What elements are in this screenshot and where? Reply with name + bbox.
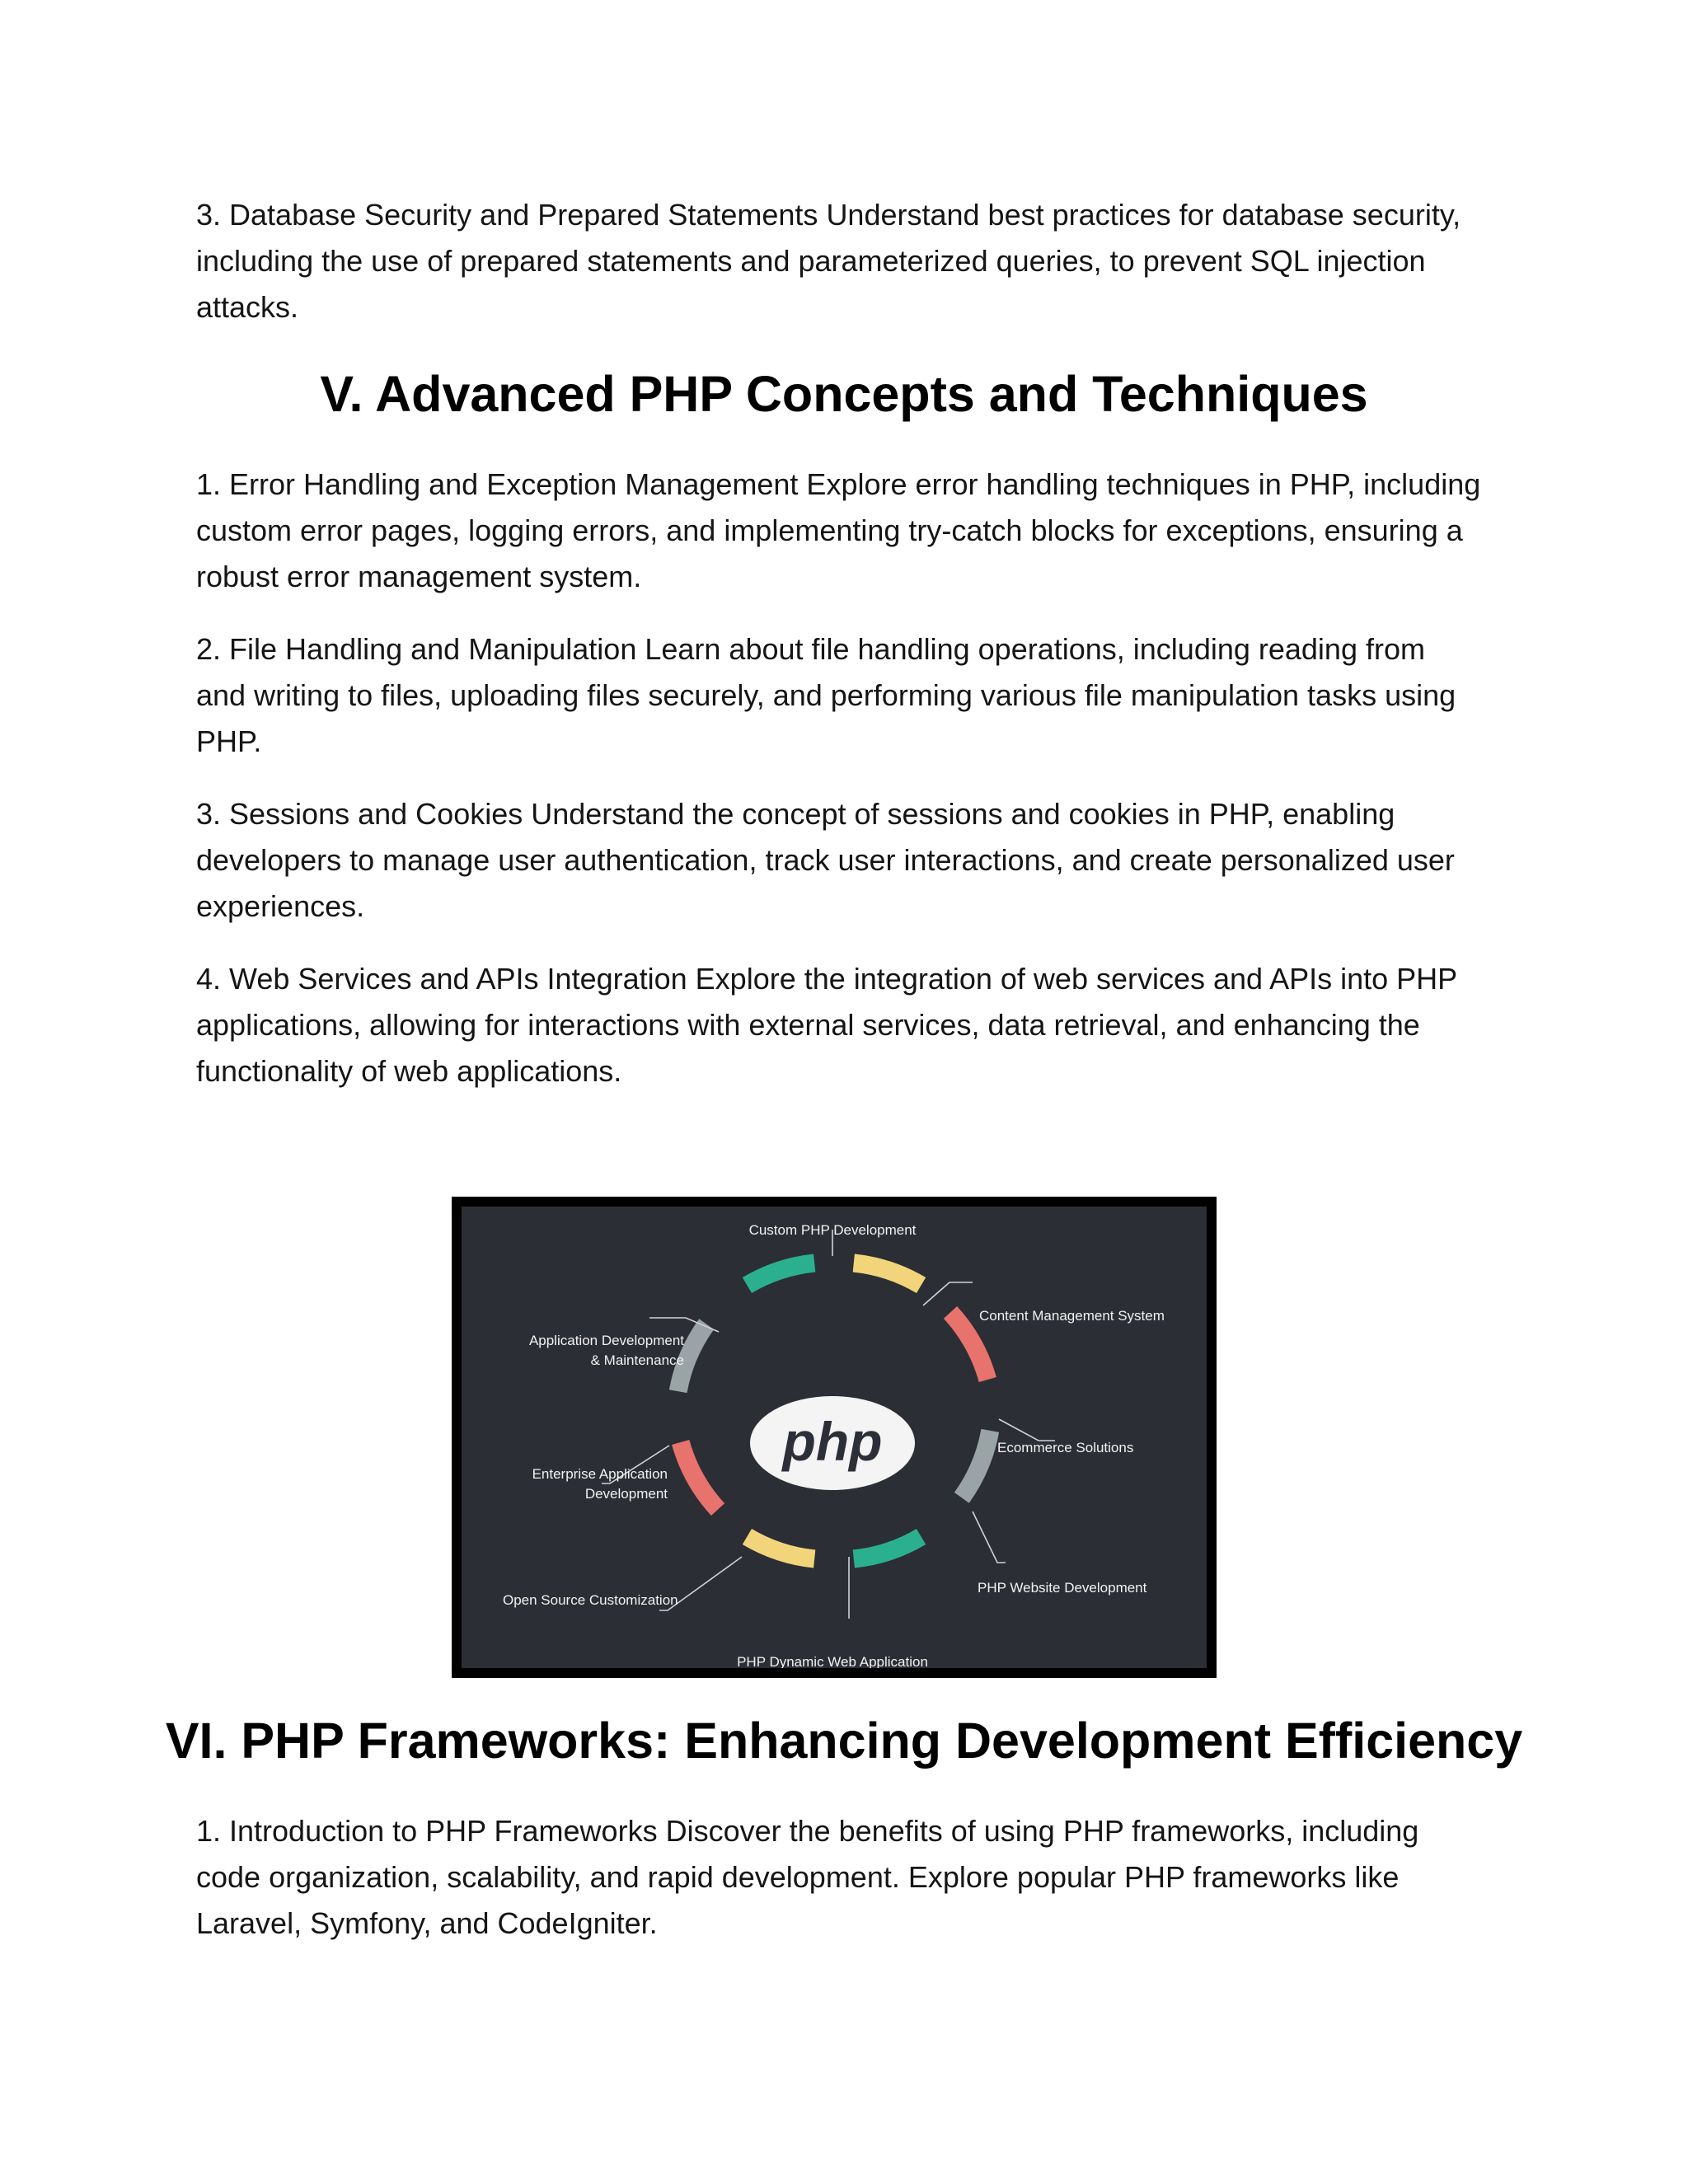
list-item-file-handling: 2. File Handling and Manipulation Learn about file handling operations, including reading from and writing to files, uploading files securely, and performing various file manipulation tasks using PHP. bbox=[196, 632, 1456, 758]
list-item-php-frameworks: 1. Introduction to PHP Frameworks Discover the benefits of using PHP frameworks, including code organization, scalability, and rapid development. Explore popular PHP frameworks like Laravel, Symfony, and CodeIgniter. bbox=[196, 1814, 1419, 1940]
php-services-diagram bbox=[462, 1207, 1207, 1668]
php-services-figure bbox=[452, 1197, 1217, 1678]
paragraph-database-security: 3. Database Security and Prepared Statements Understand best practices for database security, including the use of prepared statements and parameterized queries, to prevent SQL injection attacks. bbox=[196, 198, 1461, 324]
label-ecommerce-solutions: Ecommerce Solutions bbox=[997, 1440, 1134, 1455]
label-custom-php-development: Custom PHP Development bbox=[748, 1222, 917, 1238]
list-item-web-services: 4. Web Services and APIs Integration Explore the integration of web services and APIs into PHP applications, allowing for interactions with external services, data retrieval, and enhancing the functionality of web applications. bbox=[196, 962, 1457, 1088]
label-enterprise-development: Development bbox=[584, 1486, 668, 1502]
list-item-error-handling: 1. Error Handling and Exception Management Explore error handling techniques in PHP, including custom error pages, logging errors, and implementing try-catch blocks for exceptions, ensuring a robust error management system. bbox=[196, 467, 1481, 593]
label-application-maintenance: & Maintenance bbox=[590, 1352, 684, 1368]
php-logo-text: php bbox=[782, 1411, 883, 1472]
section-v-heading: V. Advanced PHP Concepts and Techniques bbox=[320, 366, 1368, 422]
label-open-source-customization: Open Source Customization bbox=[503, 1592, 678, 1608]
label-application-development: Application Development bbox=[528, 1333, 684, 1348]
section-vi-heading: VI. PHP Frameworks: Enhancing Development Efficiency bbox=[165, 1713, 1523, 1769]
label-content-management-system: Content Management System bbox=[979, 1308, 1165, 1324]
label-php-dynamic-web-application: PHP Dynamic Web Application bbox=[737, 1654, 928, 1668]
label-php-website-development: PHP Website Development bbox=[978, 1580, 1147, 1596]
list-item-sessions-cookies: 3. Sessions and Cookies Understand the concept of sessions and cookies in PHP, enabling developers to manage user authentication, track user interactions, and create personalized user experiences. bbox=[196, 797, 1455, 923]
label-enterprise-application: Enterprise Application bbox=[532, 1466, 668, 1482]
